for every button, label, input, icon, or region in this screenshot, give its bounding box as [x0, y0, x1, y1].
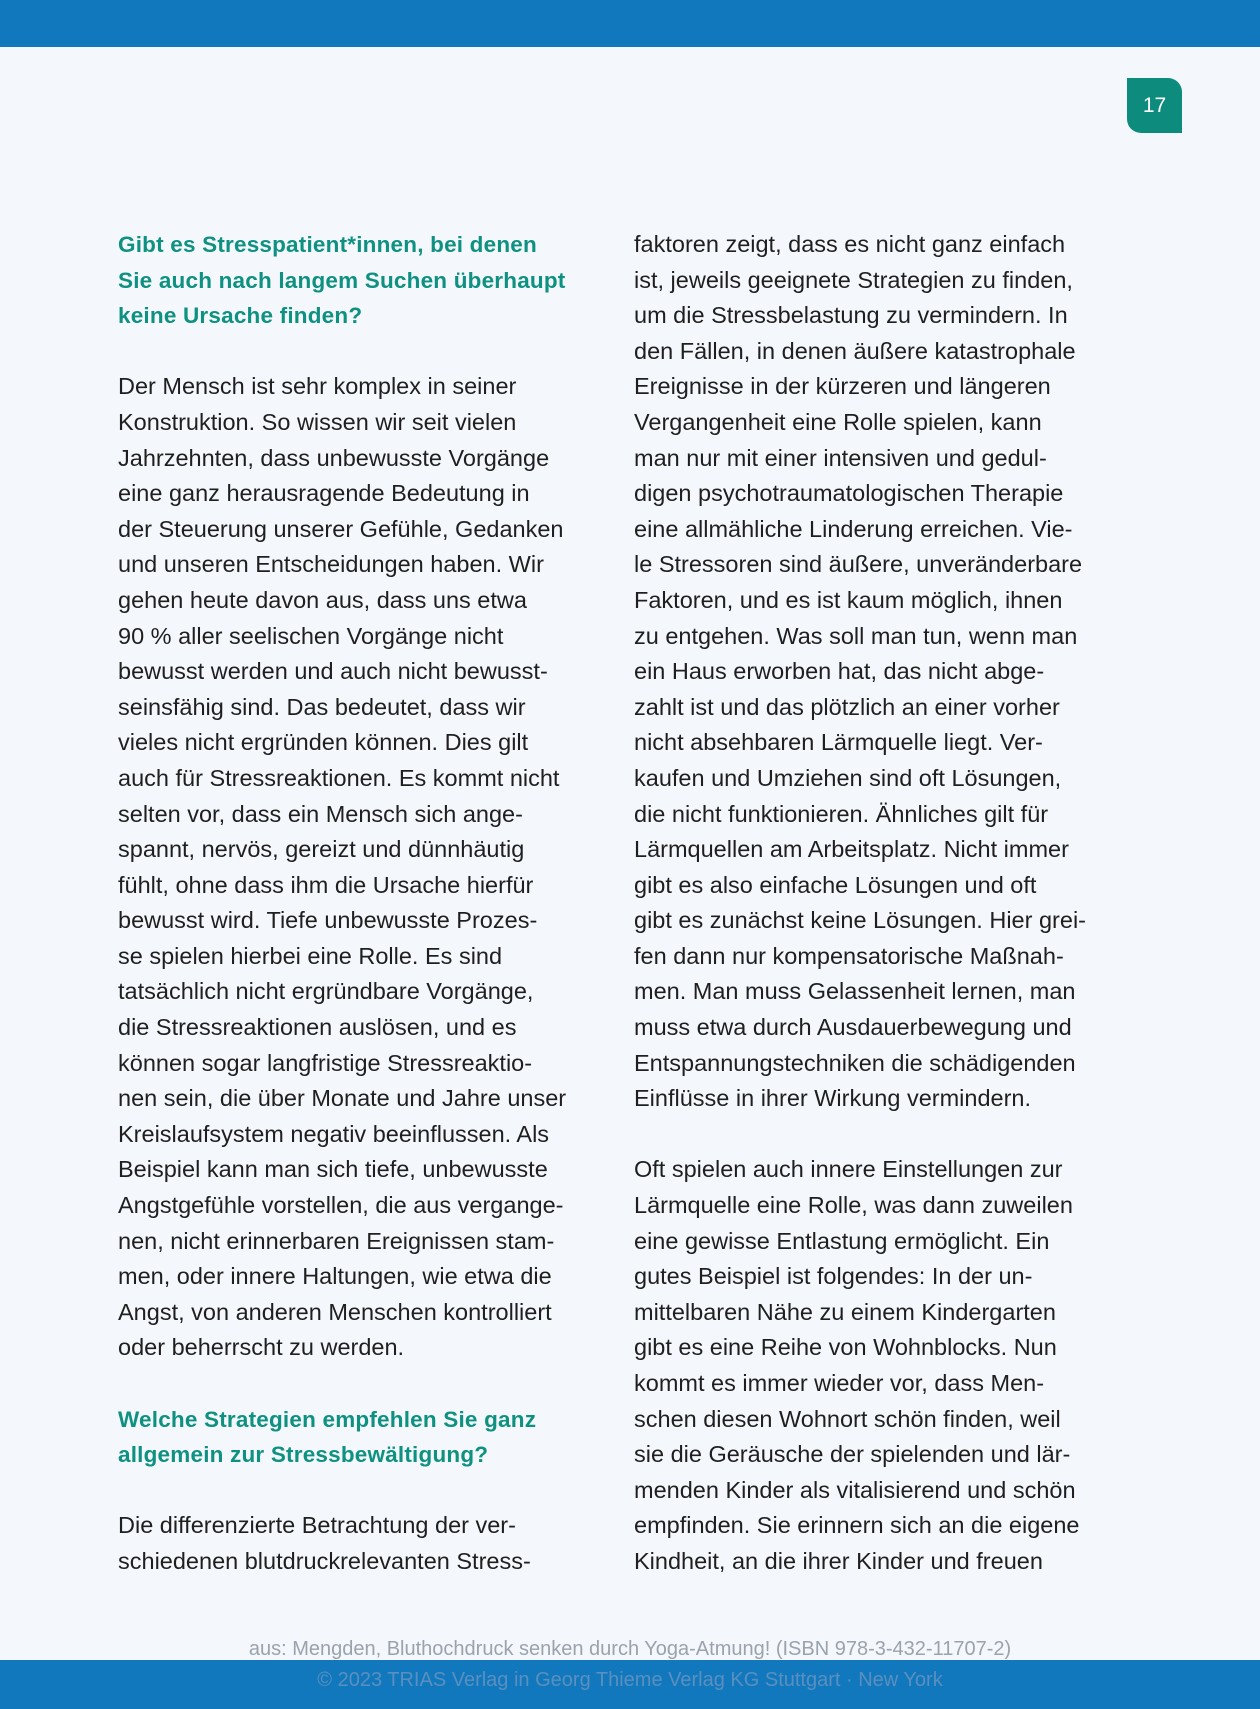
text-line: die Stressreaktionen auslösen, und es [118, 1014, 517, 1041]
text-line: keine Ursache finden? [118, 303, 363, 329]
text-line: der Steuerung unserer Gefühle, Gedanken [118, 515, 564, 542]
text-line: vieles nicht ergründen können. Dies gilt [118, 729, 529, 756]
text-line: fühlt, ohne dass ihm die Ursache hierfür [118, 871, 534, 898]
text-line: nen sein, die über Monate und Jahre unser [118, 1085, 567, 1112]
text-line: Welche Strategien empfehlen Sie ganz [118, 1406, 537, 1432]
text-line: bewusst werden und auch nicht bewusst- [118, 658, 548, 685]
top-header-bar [0, 0, 1260, 47]
text-line: Einflüsse in ihrer Wirkung vermindern. [634, 1085, 1032, 1112]
text-line: allgemein zur Stressbewältigung? [118, 1442, 489, 1468]
answer-paragraph-1 [118, 369, 598, 1366]
text-line: Lärmquelle eine Rolle, was dann zuweilen [634, 1192, 1073, 1219]
text-line: Angst, von anderen Menschen kontrolliert [118, 1298, 552, 1325]
text-line: nen, nicht erinnerbaren Ereignissen stam- [118, 1227, 555, 1254]
text-line: gutes Beispiel ist folgendes: In der un- [634, 1263, 1033, 1290]
right-column [634, 227, 1114, 1580]
text-line: oder beherrscht zu werden. [118, 1334, 405, 1361]
text-line: menden Kinder als vitalisierend und schön [634, 1476, 1076, 1503]
text-line: gehen heute davon aus, dass uns etwa [118, 586, 527, 613]
text-line: le Stressoren sind äußere, unveränderbare [634, 551, 1083, 578]
text-line: tatsächlich nicht ergründbare Vorgänge, [118, 978, 534, 1005]
text-line: sie die Geräusche der spielenden und lär- [634, 1441, 1071, 1468]
text-line: gibt es eine Reihe von Wohnblocks. Nun [634, 1334, 1057, 1361]
text-line: Gibt es Stresspatient*innen, bei denen [118, 232, 537, 257]
text-line: Entspannungstechniken die schädigenden [634, 1049, 1076, 1076]
text-line: Jahrzehnten, dass unbewusste Vorgänge [118, 444, 550, 471]
text-line: digen psychotraumatologischen Therapie [634, 480, 1064, 507]
text-line: Vergangenheit eine Rolle spielen, kann [634, 408, 1042, 435]
text-line: faktoren zeigt, dass es nicht ganz einfach [634, 231, 1066, 257]
text-line: Sie auch nach langem Suchen überhaupt [118, 267, 566, 293]
text-line: Oft spielen auch innere Einstellungen zur [634, 1156, 1063, 1183]
answer-paragraph-2-continued [634, 227, 1114, 1117]
text-line: empfinden. Sie erinnern sich an die eigene [634, 1512, 1080, 1539]
text-line: eine allmähliche Linderung erreichen. Vie- [634, 515, 1073, 542]
text-line: eine ganz herausragende Bedeutung in [118, 480, 530, 507]
text-line: nicht absehbaren Lärmquelle liegt. Ver- [634, 729, 1043, 756]
text-line: men, oder innere Haltungen, wie etwa die [118, 1263, 552, 1290]
text-line: Kindheit, an die ihrer Kinder und freuen [634, 1547, 1043, 1574]
text-line: 90 % aller seelischen Vorgänge nicht [118, 622, 504, 649]
text-line: den Fällen, in denen äußere katastrophale [634, 337, 1076, 364]
text-line: zahlt ist und das plötzlich an einer vorher [634, 693, 1060, 720]
text-line: Lärmquellen am Arbeitsplatz. Nicht immer [634, 836, 1069, 863]
text-line: ein Haus erworben hat, das nicht abge- [634, 658, 1045, 685]
text-line: Faktoren, und es ist kaum möglich, ihnen [634, 586, 1063, 613]
question-heading-2 [118, 1402, 598, 1473]
text-line: kommt es immer wieder vor, dass Men- [634, 1370, 1045, 1396]
text-line: schiedenen blutdruckrelevanten Stress- [118, 1547, 531, 1574]
text-line: Der Mensch ist sehr komplex in seiner [118, 373, 517, 400]
text-line: gibt es zunächst keine Lösungen. Hier grei- [634, 907, 1086, 934]
text-line: kaufen und Umziehen sind oft Lösungen, [634, 764, 1062, 791]
text-line: men. Man muss Gelassenheit lernen, man [634, 978, 1076, 1005]
text-line: Beispiel kann man sich tiefe, unbewusste [118, 1156, 548, 1183]
answer-paragraph-3 [634, 1152, 1114, 1579]
text-line: Ereignisse in der kürzeren und längeren [634, 373, 1051, 400]
text-line: und unseren Entscheidungen haben. Wir [118, 551, 544, 578]
left-column [118, 227, 598, 1580]
text-line: muss etwa durch Ausdauerbewegung und [634, 1014, 1072, 1041]
text-line: bewusst wird. Tiefe unbewusste Prozes- [118, 907, 538, 934]
text-line: eine gewisse Entlastung ermöglicht. Ein [634, 1227, 1050, 1254]
text-line: se spielen hierbei eine Rolle. Es sind [118, 942, 503, 969]
text-line: Kreislaufsystem negativ beeinflussen. Als [118, 1120, 550, 1147]
text-line: man nur mit einer intensiven und gedul- [634, 444, 1047, 471]
text-line: auch für Stressreaktionen. Es kommt nicht [118, 764, 560, 791]
text-line: zu entgehen. Was soll man tun, wenn man [634, 622, 1078, 649]
text-line: Die differenzierte Betrachtung der ver- [118, 1512, 516, 1539]
text-line: schen diesen Wohnort schön finden, weil [634, 1405, 1061, 1432]
text-line: fen dann nur kompensatorische Maßnah- [634, 942, 1064, 969]
page-number-badge: 17 [1127, 78, 1182, 133]
text-line: mittelbaren Nähe zu einem Kindergarten [634, 1298, 1056, 1325]
text-line: die nicht funktionieren. Ähnliches gilt für [634, 800, 1049, 827]
text-line: selten vor, dass ein Mensch sich ange- [118, 800, 523, 827]
question-heading-1 [118, 227, 598, 334]
source-note: aus: Mengden, Bluthochdruck senken durch Yoga-Atmung! (ISBN 978-3-432-11707-2) [248, 1638, 1012, 1660]
text-line: können sogar langfristige Stressreaktio- [118, 1049, 533, 1076]
copyright-note: © 2023 TRIAS Verlag in Georg Thieme Verlag KG Stuttgart · New York [317, 1669, 943, 1691]
text-line: ist, jeweils geeignete Strategien zu finden, [634, 266, 1073, 293]
text-line: um die Stressbelastung zu vermindern. In [634, 302, 1068, 329]
answer-paragraph-2 [118, 1508, 598, 1579]
text-line: Konstruktion. So wissen wir seit vielen [118, 408, 517, 435]
text-line: spannt, nervös, gereizt und dünnhäutig [118, 836, 525, 863]
text-line: Angstgefühle vorstellen, die aus vergange- [118, 1192, 564, 1219]
text-line: gibt es also einfache Lösungen und oft [634, 871, 1037, 898]
text-line: seinsfähig sind. Das bedeutet, dass wir [118, 693, 526, 720]
